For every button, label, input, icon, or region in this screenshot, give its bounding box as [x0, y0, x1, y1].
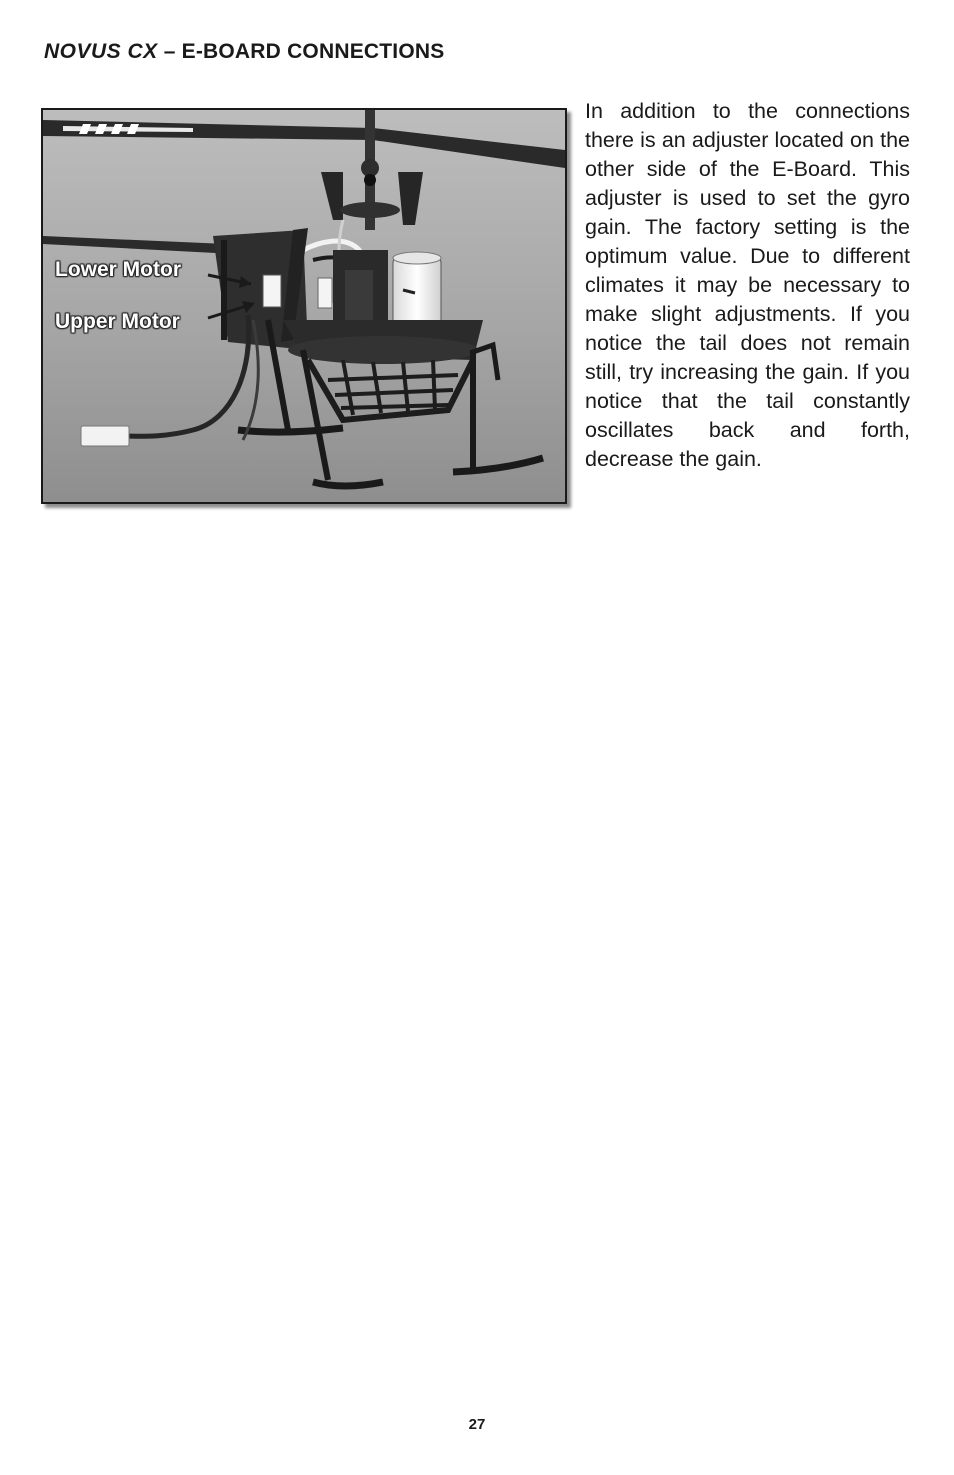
helicopter-illustration: [43, 110, 565, 502]
upper-motor-label: Upper Motor: [55, 310, 180, 333]
helicopter-photo: [41, 108, 567, 504]
body-paragraph: In addition to the connections there is an adjuster located on the other side of the E-Board. This adjuster is used to set the gyro gain. The factory setting is the optimum value. Due to different climates it may be necessary to make slight adjustments. If you notice the tail does not remain still, try increasing the gain. If you notice that the tail constantly oscillates back and forth, decrease the gain.: [585, 99, 910, 471]
page-heading: [44, 40, 444, 64]
page-number: 27: [468, 1416, 486, 1433]
lower-motor-label: Lower Motor: [55, 258, 181, 281]
heading-brand: NOVUS CX: [44, 40, 158, 63]
heading-title: – E-BOARD CONNECTIONS: [157, 40, 445, 63]
